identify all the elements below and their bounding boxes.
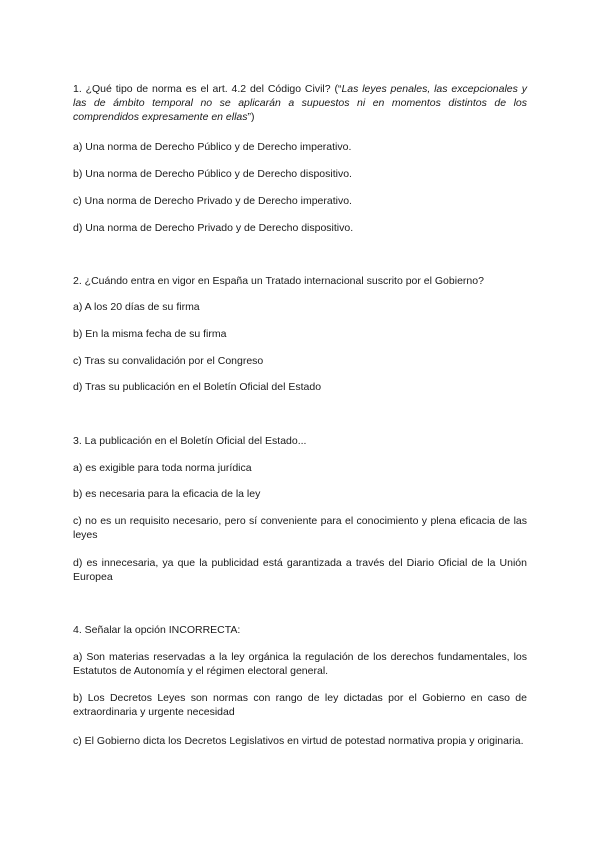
question-4-option-b: b) Los Decretos Leyes son normas con rango de ley dictadas por el Gobierno en caso de extraordinaria y urgente necesidad: [73, 692, 527, 718]
question-1-option-a: a) Una norma de Derecho Público y de Derecho imperativo.: [73, 141, 352, 153]
question-3-option-c: c) no es un requisito necesario, pero sí conveniente para el conocimiento y plena eficacia de las leyes: [73, 515, 527, 541]
question-1-option-c: c) Una norma de Derecho Privado y de Derecho imperativo.: [73, 195, 352, 207]
question-1-outro: ”): [247, 111, 255, 123]
question-1-option-b: b) Una norma de Derecho Público y de Derecho dispositivo.: [73, 168, 352, 180]
question-2-option-a: a) A los 20 días de su firma: [73, 301, 200, 313]
question-3-option-d: d) es innecesaria, ya que la publicidad está garantizada a través del Diario Oficial de la Unión Europea: [73, 557, 527, 583]
question-4-option-c: c) El Gobierno dicta los Decretos Legislativos en virtud de potestad normativa propia y originaria.: [73, 735, 524, 747]
question-3-prompt: 3. La publicación en el Boletín Oficial del Estado...: [73, 435, 307, 447]
question-3-option-b: b) es necesaria para la eficacia de la ley: [73, 488, 261, 500]
question-2-option-b: b) En la misma fecha de su firma: [73, 328, 227, 340]
question-2-option-d: d) Tras su publicación en el Boletín Oficial del Estado: [73, 381, 322, 393]
question-2-prompt: 2. ¿Cuándo entra en vigor en España un Tratado internacional suscrito por el Gobierno?: [73, 275, 484, 287]
question-1-prompt: [73, 82, 527, 124]
question-2-option-c: c) Tras su convalidación por el Congreso: [73, 355, 264, 367]
question-4-option-a: a) Son materias reservadas a la ley orgánica la regulación de los derechos fundamentales, los Estatutos de Autonomía y el régimen electoral general.: [73, 651, 527, 677]
question-1-quote: Las leyes penales, las excepcionales y las de ámbito temporal no se aplicarán a supuestos ni en momentos distintos de los comprendidos expresamente en ellas: [73, 83, 527, 123]
question-1-intro: 1. ¿Qué tipo de norma es el art. 4.2 del Código Civil? (“: [73, 83, 342, 95]
question-3-option-a: a) es exigible para toda norma jurídica: [73, 462, 252, 474]
question-4-prompt: 4. Señalar la opción INCORRECTA:: [73, 624, 241, 636]
question-1-option-d: d) Una norma de Derecho Privado y de Derecho dispositivo.: [73, 222, 354, 234]
